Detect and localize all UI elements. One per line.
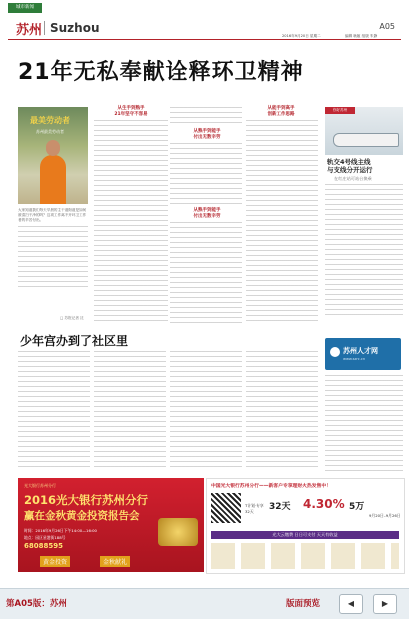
logo-badge: 城市新闻 [8,3,42,13]
col3-body-bottom [170,222,242,325]
headline: 21年无私奉献诠释环卫精神 [18,60,304,85]
page-number: A05 [379,22,395,31]
ad-slogan-bar: 光大云缴费 日日可支付 天天有收益 [211,531,399,539]
chevron-right-icon: ▶ [381,599,389,608]
col3-subtitle-a: 从熟手到能手 付出无数辛劳 [193,129,221,140]
community-col2 [94,351,166,471]
col2-body [94,120,168,325]
ad-qr [211,493,241,523]
rail-subtitle: 在红庄站可站台换乘 [334,176,372,181]
prev-page-button[interactable] [339,594,363,614]
intro-text: 大家知道我们每天早晨的主干道街道是如何被清扫干净的吗？这项工作离不开环卫工作者的辛苦付出。 [18,208,88,308]
rail-body [325,184,403,316]
date-line: 2016年9月20日 星期二 [282,34,321,38]
worker-photo [18,107,88,204]
footer-bar [0,588,409,619]
ad-gold-shape [158,518,198,546]
portal-url: www.szrc.cn [343,357,366,361]
section-title-en: Suzhou [50,21,100,35]
ad-right[interactable] [206,478,405,574]
ad-amount: 5万 [349,502,365,512]
col2-subtitle: 从生手到熟手 21年坚守不容易 [114,106,148,117]
rail-badge: 你好苏州 [325,107,355,114]
masthead-rule [8,39,401,40]
portal-logo[interactable] [325,338,401,370]
ad-title-2: 赢在金秋黄金投资报告会 [24,510,140,522]
community-col1 [18,351,90,471]
worker-head [46,140,60,156]
masthead [8,3,401,41]
section-divider [44,21,45,35]
rail-title: 轨交4号线主线 与支线分开运行 [327,158,373,174]
col3-body-mid [170,143,242,205]
ad-slogan-2: 金秋献礼 [100,556,130,567]
portal-icon [330,347,340,357]
ad-right-logos [211,543,399,569]
footer-page-label: 第A05版：苏州 [6,599,67,609]
community-col3 [170,351,242,471]
train-shape [333,133,399,147]
ad-title-1: 2016光大银行苏州分行 [24,493,149,507]
community-col4 [246,351,318,471]
col4-body [246,120,318,325]
ad-time: 时间：2016年9月26日下午14:00—16:00 [24,528,97,533]
ad-bank-line: 光大银行苏州分行 [24,483,56,488]
community-headline: 少年宫办到了社区里 [20,334,129,348]
next-page-button[interactable] [373,594,397,614]
ad-slogan-1: 黄金投资 [40,556,70,567]
worker-figure [40,155,66,204]
rail-image [325,107,403,155]
ad-rate: 4.30% [303,497,345,511]
footer-preview-label[interactable]: 版面预览 [286,599,321,609]
ad-left[interactable] [18,478,204,572]
ad-right-note: T计划·专享32天 [245,503,264,514]
ad-right-headline: 中国光大银行苏州分行——新客户专享理财火热发售中！ [211,484,331,489]
reporter-credit: □ 苏报记者 沈 [60,316,84,320]
ad-term: 32天 [269,502,291,512]
col3-subtitle-b: 从熟手到能手 付出无数辛劳 [193,208,221,219]
col3-body-top [170,107,242,125]
photo-caption: 最美劳动者 [30,116,70,125]
chevron-left-icon: ◀ [347,599,355,608]
section-title-cn: 苏州 [16,23,43,38]
editors-line: 编辑 耿姬 组版 朱静 [345,34,378,38]
portal-brand: 苏州人才网 [343,347,378,355]
col4-subtitle: 从能手到高手 创新工作思路 [267,106,295,117]
ad-period: 9月20日–9月26日 [369,513,401,518]
ad-location: 地点：园区星港街188号 [24,535,66,540]
ad-phone: 68088595 [24,542,63,550]
portal-body [325,375,403,471]
photo-subcaption: 苏州最美劳动者 [36,129,64,134]
